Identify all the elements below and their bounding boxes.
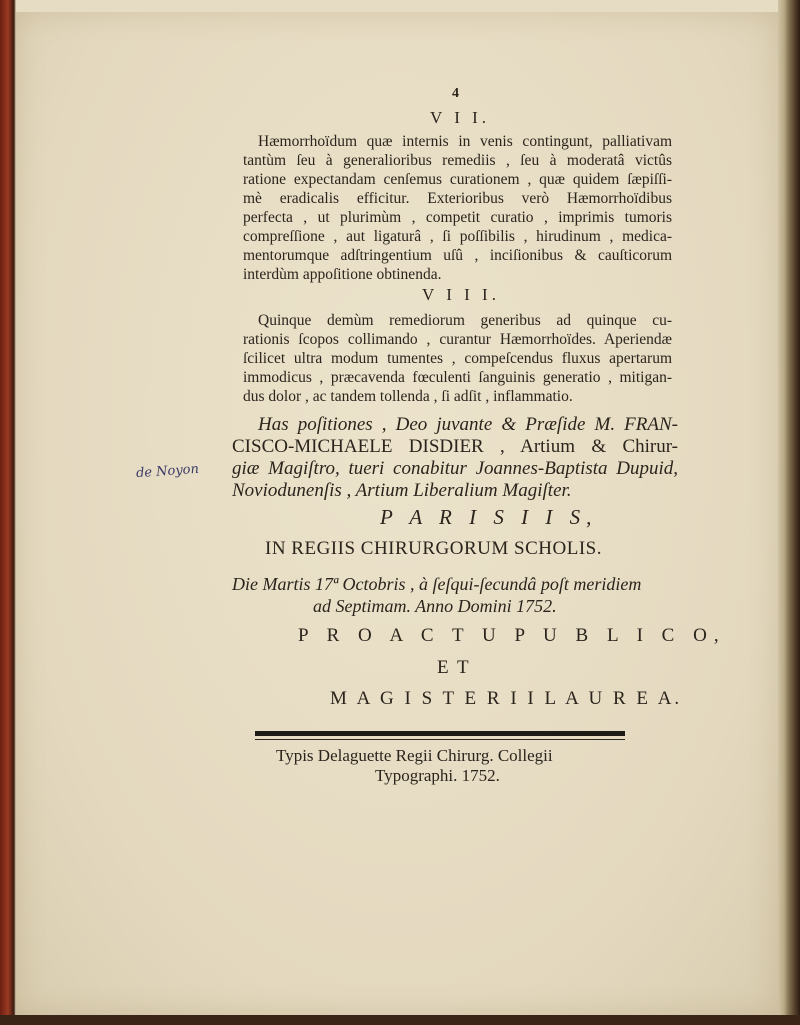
section-8-line: ſcilicet ultra modum tumentes , compeſcendus fluxus apertarum xyxy=(243,350,672,367)
section-7-heading: V I I. xyxy=(430,108,491,127)
section-7-line: perfecta , ut plurimùm , competit curatio , imprimis tumoris xyxy=(243,209,672,226)
section-7-line: compreſſione , aut ligaturâ , ſi poſſibilis , hirudinum , medica- xyxy=(243,228,672,245)
thesis-line: Noviodunenſis , Artium Liberalium Magiſter. xyxy=(232,480,572,501)
section-7-line: mentorumque adſtringentium uſû , inciſionibus & cauſticorum xyxy=(243,247,672,264)
section-8-line: Quinque demùm remediorum generibus ad quinque cu- xyxy=(258,312,672,329)
section-7-line: mè eradicalis efficitur. Exterioribus verò Hæmorrhoïdibus xyxy=(243,190,672,207)
pro-actu-heading: P R O A C T U P U B L I C O, xyxy=(298,625,726,646)
school-heading: IN REGIIS CHIRURGORUM SCHOLIS. xyxy=(265,538,602,559)
section-8-line: dus dolor , ac tandem tollenda , ſi adſit , inflammatio. xyxy=(243,388,573,405)
section-8-line: rationis ſcopos collimando , curantur Hæmorrhoïdes. Aperiendæ xyxy=(243,331,672,348)
section-7-line: ratione expectandam cenſemus curationem , quæ quidem ſæpiſſi- xyxy=(243,171,672,188)
handwritten-margin-note: de Noyon xyxy=(135,461,200,482)
section-8-heading: V I I I. xyxy=(422,285,500,304)
place-heading: P A R I S I I S, xyxy=(380,505,598,529)
thesis-line: giæ Magiſtro, tueri conabitur Joannes-Baptista Dupuid, xyxy=(232,458,678,479)
printer-imprint: Typographi. 1752. xyxy=(375,766,500,785)
section-8-line: immodicus , præcavenda fœculenti ſanguinis generatio , mitigan- xyxy=(243,369,672,386)
double-rule xyxy=(255,731,625,736)
section-7-line: tantùm ſeu à generalioribus remediis , ſeu à moderatâ victûs xyxy=(243,152,672,169)
section-7-line: interdùm appoſitione obtinenda. xyxy=(243,266,442,283)
printer-imprint: Typis Delaguette Regii Chirurg. Collegii xyxy=(276,746,553,765)
thesis-line: CISCO-MICHAELE DISDIER , Artium & Chirur- xyxy=(232,436,678,457)
double-rule-thin xyxy=(255,739,625,740)
date-line: ad Septimam. Anno Domini 1752. xyxy=(313,596,557,616)
magisterii-heading: M A G I S T E R I I L A U R E A. xyxy=(330,688,683,709)
thesis-line: Has poſitiones , Deo juvante & Præſide M. FRAN- xyxy=(258,414,678,435)
et-heading: E T xyxy=(437,657,471,678)
date-line: Die Martis 17ª Octobris , à ſeſqui-ſecundâ poſt meridiem xyxy=(232,574,642,594)
page-number: 4 xyxy=(452,86,459,101)
section-7-line: Hæmorrhoïdum quæ internis in venis contingunt, palliativam xyxy=(258,133,672,150)
